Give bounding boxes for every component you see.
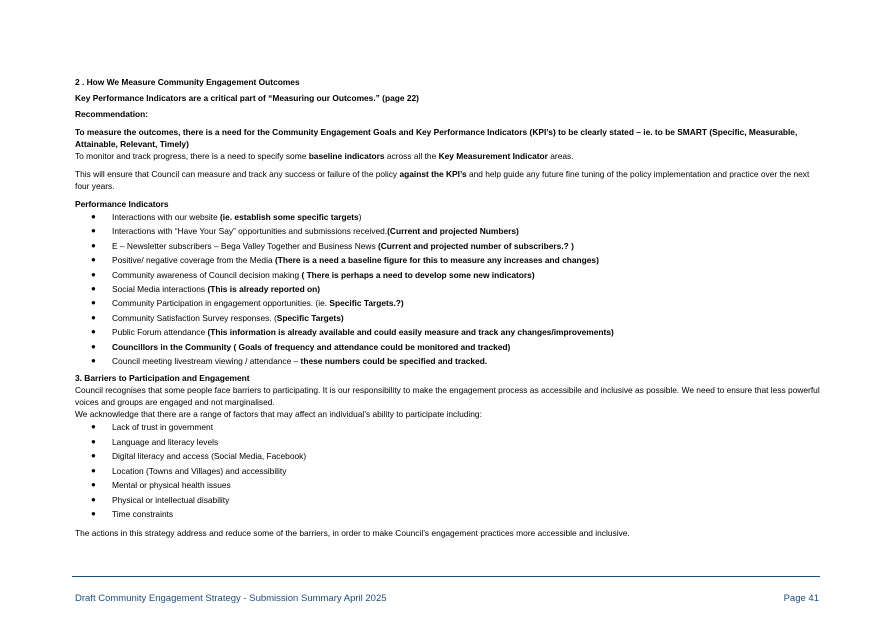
item-bold: Councillors in the Community ( Goals of frequency and attendance could be monitored and tracked) (112, 341, 511, 352)
kpi-intro: Key Performance Indicators are a critical part of “Measuring our Outcomes.” (page 22) (75, 93, 419, 103)
list-item (75, 449, 823, 463)
item-text: Community awareness of Council decision making (112, 269, 302, 280)
bullet-icon: ● (91, 240, 96, 250)
ensure-bold: against the KPI’s (399, 169, 467, 179)
monitor-text-3: areas. (547, 151, 574, 161)
list-item (75, 311, 823, 325)
footer-divider (72, 576, 820, 577)
bullet-icon: ● (91, 255, 96, 265)
item-text: Interactions with “Have Your Say” opportunities and submissions received. (112, 226, 388, 237)
bullet-icon: ● (91, 356, 96, 366)
ensure-paragraph (75, 168, 823, 192)
item-bold: Specific Targets) (276, 312, 344, 323)
performance-indicators-heading: Performance Indicators (75, 199, 169, 209)
item-text: Lack of trust in government (112, 422, 214, 433)
bullet-icon: ● (91, 422, 96, 432)
item-text: Community Participation in engagement opportunities. (ie. (112, 298, 330, 309)
list-item (75, 224, 823, 238)
list-item (75, 478, 823, 492)
document-body (75, 76, 823, 539)
footer-title: Draft Community Engagement Strategy - Submission Summary April 2025 (75, 593, 387, 604)
list-item (75, 239, 823, 253)
list-item (75, 420, 823, 434)
item-text: Public Forum attendance (112, 327, 208, 338)
item-tail: ) (358, 212, 362, 222)
list-item (75, 210, 823, 224)
list-item (75, 296, 823, 310)
list-item (75, 464, 823, 478)
item-text: Social Media interactions (112, 284, 208, 295)
monitor-paragraph (75, 150, 823, 162)
item-text: Time constraints (112, 508, 174, 519)
bullet-icon: ● (91, 465, 96, 475)
monitor-bold-2: Key Measurement Indicator (438, 151, 548, 161)
list-item (75, 268, 823, 282)
bullet-icon: ● (91, 226, 96, 236)
bullet-icon: ● (91, 284, 96, 294)
list-item (75, 253, 823, 267)
bullet-icon: ● (91, 312, 96, 322)
bullet-icon: ● (91, 436, 96, 446)
list-item (75, 435, 823, 449)
section-2-heading: 2 . How We Measure Community Engagement Outcomes (75, 77, 300, 87)
bullet-icon: ● (91, 341, 96, 351)
ensure-text-1: This will ensure that Council can measure and track any success or failure of the policy (75, 169, 400, 179)
bullet-icon: ● (91, 508, 96, 518)
item-bold: ( There is perhaps a need to develop some new indicators) (301, 269, 535, 280)
barriers-paragraph-1: Council recognises that some people face barriers to participating. It is our responsibility to make the engagement process as accessibile and inclusive as possible. We need to ensure that less powerful voices and groups are engaged and not marginalised. (75, 385, 820, 408)
ensure-text-2: and help guide any future fine tuning of the policy implementation and practice over the next four years. (75, 169, 810, 191)
list-item (75, 282, 823, 296)
closing-paragraph: The actions in this strategy address and reduce some of the barriers, in order to make Council’s engagement practices more accessible and inclusive. (75, 528, 630, 539)
item-text: E – Newsletter subscribers – Bega Valley Together and Business News (112, 240, 378, 251)
bullet-icon: ● (91, 212, 96, 221)
bullet-icon: ● (91, 269, 96, 279)
section-3-heading: 3. Barriers to Participation and Engagement (75, 373, 250, 384)
item-bold: (This is already reported on) (207, 284, 321, 295)
barriers-paragraph-2: We acknowledge that there are a range of factors that may affect an individual’s ability to participate including: (75, 409, 482, 420)
barrier-factors-list (75, 420, 823, 521)
item-bold: (This information is already available and could easily measure and track any changes/improvements) (207, 327, 614, 338)
recommendation-text: To measure the outcomes, there is a need for the Community Engagement Goals and Key Performance Indicators (KPI’s) to be clearly stated – ie. to be SMART (Specific, Measurable, Attainable, Relevant, Timely) (75, 127, 798, 149)
item-text: Digital literacy and access (Social Media, Facebook) (112, 451, 307, 462)
item-text: Physical or intellectual disability (112, 494, 230, 505)
item-text: Interactions with our website (112, 212, 220, 222)
monitor-text-1: To monitor and track progress, there is a need to specify some (75, 151, 309, 161)
list-item (75, 325, 823, 339)
bullet-icon: ● (91, 451, 96, 461)
item-text: Location (Towns and Villages) and accessibility (112, 465, 287, 476)
performance-indicators-list (75, 210, 823, 368)
item-bold: (Current and projected number of subscribers.? ) (377, 240, 574, 251)
item-bold: (ie. establish some specific targets (220, 212, 359, 222)
monitor-text-2: across all the (384, 151, 439, 161)
bullet-icon: ● (91, 327, 96, 337)
list-item (75, 354, 823, 368)
bullet-icon: ● (91, 298, 96, 308)
list-item (75, 507, 823, 521)
item-bold: these numbers could be specified and tracked. (300, 356, 488, 367)
item-text: Language and literacy levels (112, 436, 219, 447)
item-bold: (Current and projected Numbers) (387, 226, 519, 237)
bullet-icon: ● (91, 480, 96, 490)
item-bold: (There is a need a baseline figure for this to measure any increases and changes) (274, 255, 599, 266)
item-bold: Specific Targets.?) (329, 298, 404, 309)
item-text: Community Satisfaction Survey responses. ( (112, 312, 277, 323)
list-item (75, 340, 823, 354)
list-item (75, 493, 823, 507)
recommendation-label: Recommendation: (75, 109, 149, 119)
item-text: Council meeting livestream viewing / attendance – (112, 356, 301, 367)
item-text: Mental or physical health issues (112, 480, 231, 491)
page-number: Page 41 (783, 593, 819, 604)
item-text: Positive/ negative coverage from the Media (112, 255, 275, 266)
monitor-bold-1: baseline indicators (308, 151, 385, 161)
bullet-icon: ● (91, 494, 96, 504)
